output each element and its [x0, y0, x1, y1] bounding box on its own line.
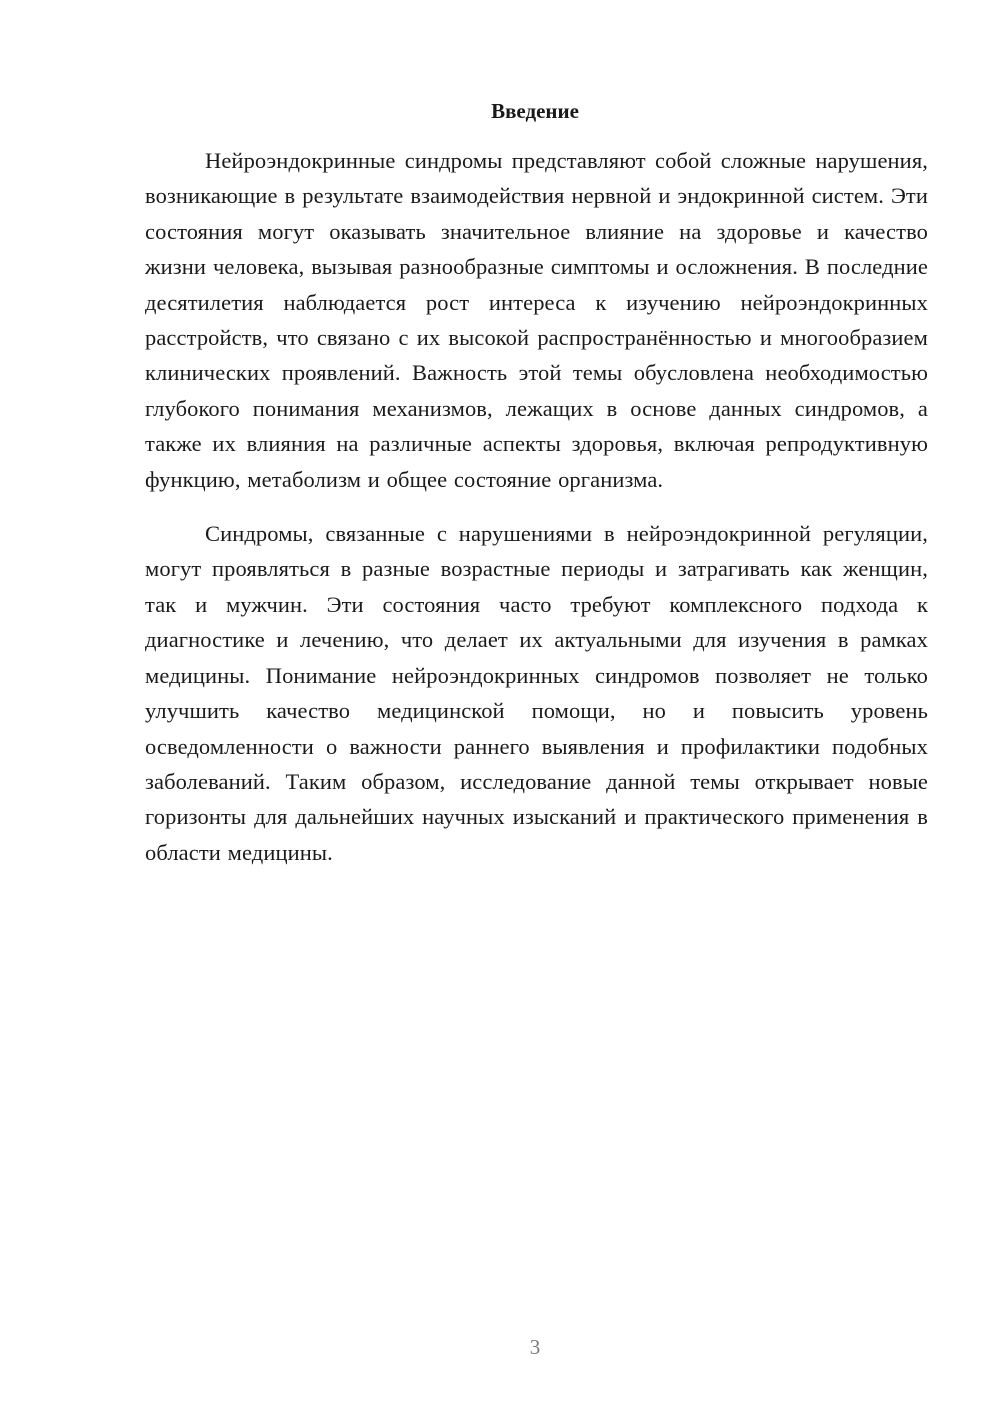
body-text — [145, 143, 928, 870]
section-heading: Введение — [491, 99, 579, 123]
paragraph-2: Синдромы, связанные с нарушениями в нейроэндокринной регуляции, могут проявляться в разные возрастные периоды и затрагивать как женщин, так и мужчин. Эти состояния часто требуют комплексного подхода к диагностике и лечению, что делает их актуальными для изучения в рамках медицины. Понимание нейроэндокринных синдромов позволяет не только улучшить качество медицинской помощи, но и повысить уровень осведомленности о важности раннего выявления и профилактики подобных заболеваний. Таким образом, исследование данной темы открывает новые горизонты для дальнейших научных изысканий и практического применения в области медицины. — [145, 521, 928, 865]
page-number: 3 — [529, 1335, 541, 1359]
paragraph-1: Нейроэндокринные синдромы представляют собой сложные нарушения, возникающие в результате взаимодействия нервной и эндокринной систем. Эти состояния могут оказывать значительное влияние на здоровье и качество жизни человека, вызывая разнообразные симптомы и осложнения. В последние десятилетия наблюдается рост интереса к изучению нейроэндокринных расстройств, что связано с их высокой распространённостью и многообразием клинических проявлений. Важность этой темы обусловлена необходимостью глубокого понимания механизмов, лежащих в основе данных синдромов, а также их влияния на различные аспекты здоровья, включая репродуктивную функцию, метаболизм и общее состояние организма. — [145, 148, 928, 492]
